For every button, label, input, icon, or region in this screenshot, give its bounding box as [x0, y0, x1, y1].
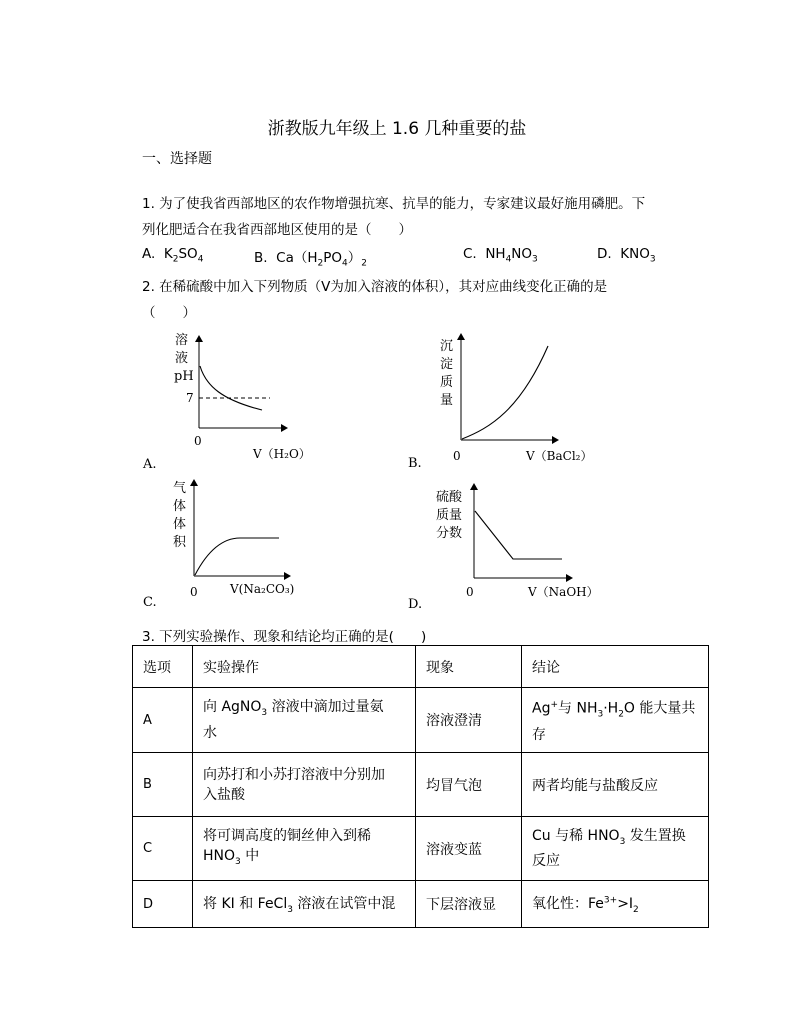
table-row: [133, 753, 709, 817]
q1-option-b: B. $Ca(H_2PO_4)_2$: [254, 250, 367, 269]
graph-a-origin: 0: [194, 434, 202, 448]
graph-b-ylabel-1: 沉: [440, 339, 454, 354]
q3-stem: 3. 下列实验操作、现象和结论均正确的是( ): [142, 629, 427, 645]
header-option: 选项: [133, 646, 193, 688]
graph-c-ylabel-4: 积: [173, 535, 187, 550]
q2-stem-line2: （ ）: [142, 305, 196, 321]
graph-d-letter: D.: [408, 597, 423, 612]
graph-d-ylabel-2: 质量: [436, 508, 463, 523]
table-row: [133, 688, 709, 753]
header-operation: 实验操作: [193, 646, 416, 688]
q1-stem-line1: 1. 为了使我省西部地区的农作物增强抗寒、抗旱的能力，专家建议最好施用磷肥。下: [142, 196, 646, 212]
graph-d-origin: 0: [466, 585, 474, 599]
row-b-option: B: [133, 753, 193, 817]
graph-c-ylabel-1: 气: [173, 481, 187, 496]
graph-d-xlabel: V（NaOH）: [528, 585, 599, 599]
graph-d: [408, 484, 599, 612]
row-d-operation: 将 KI 和 FeCl$_3$ 溶液在试管中混: [193, 881, 416, 928]
graph-c-letter: C.: [143, 595, 157, 610]
row-d-option: D: [133, 881, 193, 928]
row-b-operation: 向苏打和小苏打溶液中分别加 入盐酸: [193, 753, 416, 817]
graph-b-ylabel-3: 质: [440, 375, 454, 390]
graph-c: [143, 480, 294, 610]
row-a-phenomenon: 溶液澄清: [416, 688, 522, 753]
graph-c-ylabel-2: 体: [173, 499, 187, 514]
graph-b-origin: 0: [453, 449, 461, 463]
graph-b-letter: B.: [408, 456, 422, 471]
graph-b-ylabel-2: 淀: [440, 357, 454, 372]
graph-c-ylabel-3: 体: [173, 517, 187, 532]
row-a-option: A: [133, 688, 193, 753]
graph-c-xlabel: V(Na₂CO₃): [230, 582, 295, 596]
graph-a-letter: A.: [143, 457, 157, 472]
section-heading: 一、选择题: [142, 151, 212, 167]
graph-a: [142, 332, 311, 472]
row-d-conclusion: 氧化性：$Fe^{3+}>I_2$: [522, 881, 709, 928]
graph-c-curve: [195, 538, 279, 575]
row-b-conclusion: 两者均能与盐酸反应: [522, 753, 709, 817]
q1-stem-line2: 列化肥适合在我省西部地区使用的是（ ）: [142, 222, 412, 238]
row-c-operation: 将可调高度的铜丝伸入到稀 $HNO_3$ 中: [193, 817, 416, 881]
row-a-operation: 向 AgNO$_3$ 溶液中滴加过量氨 水: [193, 688, 416, 753]
graph-b-ylabel-4: 量: [440, 393, 454, 408]
graph-b: [408, 334, 592, 471]
q1-option-a: A. $K_2SO_4$: [142, 246, 204, 265]
graph-a-tick-7: 7: [186, 391, 194, 405]
header-conclusion: 结论: [522, 646, 709, 688]
table-header-row: [133, 646, 709, 688]
graph-a-xlabel: V（H₂O）: [253, 447, 311, 461]
header-phenomenon: 现象: [416, 646, 522, 688]
graph-a-ylabel-1: 溶: [175, 333, 189, 348]
graph-a-ylabel-3: pH: [174, 369, 194, 384]
graph-d-ylabel-1: 硫酸: [436, 490, 463, 505]
row-d-phenomenon: 下层溶液显: [416, 881, 522, 928]
row-c-option: C: [133, 817, 193, 881]
row-c-conclusion: Cu 与稀 $HNO_3$ 发生置换 反应: [522, 817, 709, 881]
graph-c-origin: 0: [190, 585, 198, 599]
row-a-conclusion: Ag+与 $NH_3\cdot H_2O$ 能大量共 存: [522, 688, 709, 753]
table-row: [133, 817, 709, 881]
graph-d-ylabel-3: 分数: [436, 526, 463, 541]
graph-a-curve: [200, 366, 262, 410]
row-c-phenomenon: 溶液变蓝: [416, 817, 522, 881]
q1-option-c: C. $NH_4NO_3$: [463, 246, 538, 265]
q1-option-d: D. $KNO_3$: [597, 246, 656, 265]
q2-stem-line1: 2. 在稀硫酸中加入下列物质（V为加入溶液的体积），其对应曲线变化正确的是: [142, 279, 608, 295]
table-row: [133, 881, 709, 928]
graph-b-xlabel: V（BaCl₂）: [526, 449, 593, 463]
graph-b-curve: [462, 346, 548, 439]
q3-table: [132, 645, 709, 928]
page-title: 浙教版九年级上 1.6 几种重要的盐: [267, 119, 527, 139]
graph-d-curve: [475, 511, 562, 559]
graph-a-ylabel-2: 液: [175, 351, 189, 366]
row-b-phenomenon: 均冒气泡: [416, 753, 522, 817]
